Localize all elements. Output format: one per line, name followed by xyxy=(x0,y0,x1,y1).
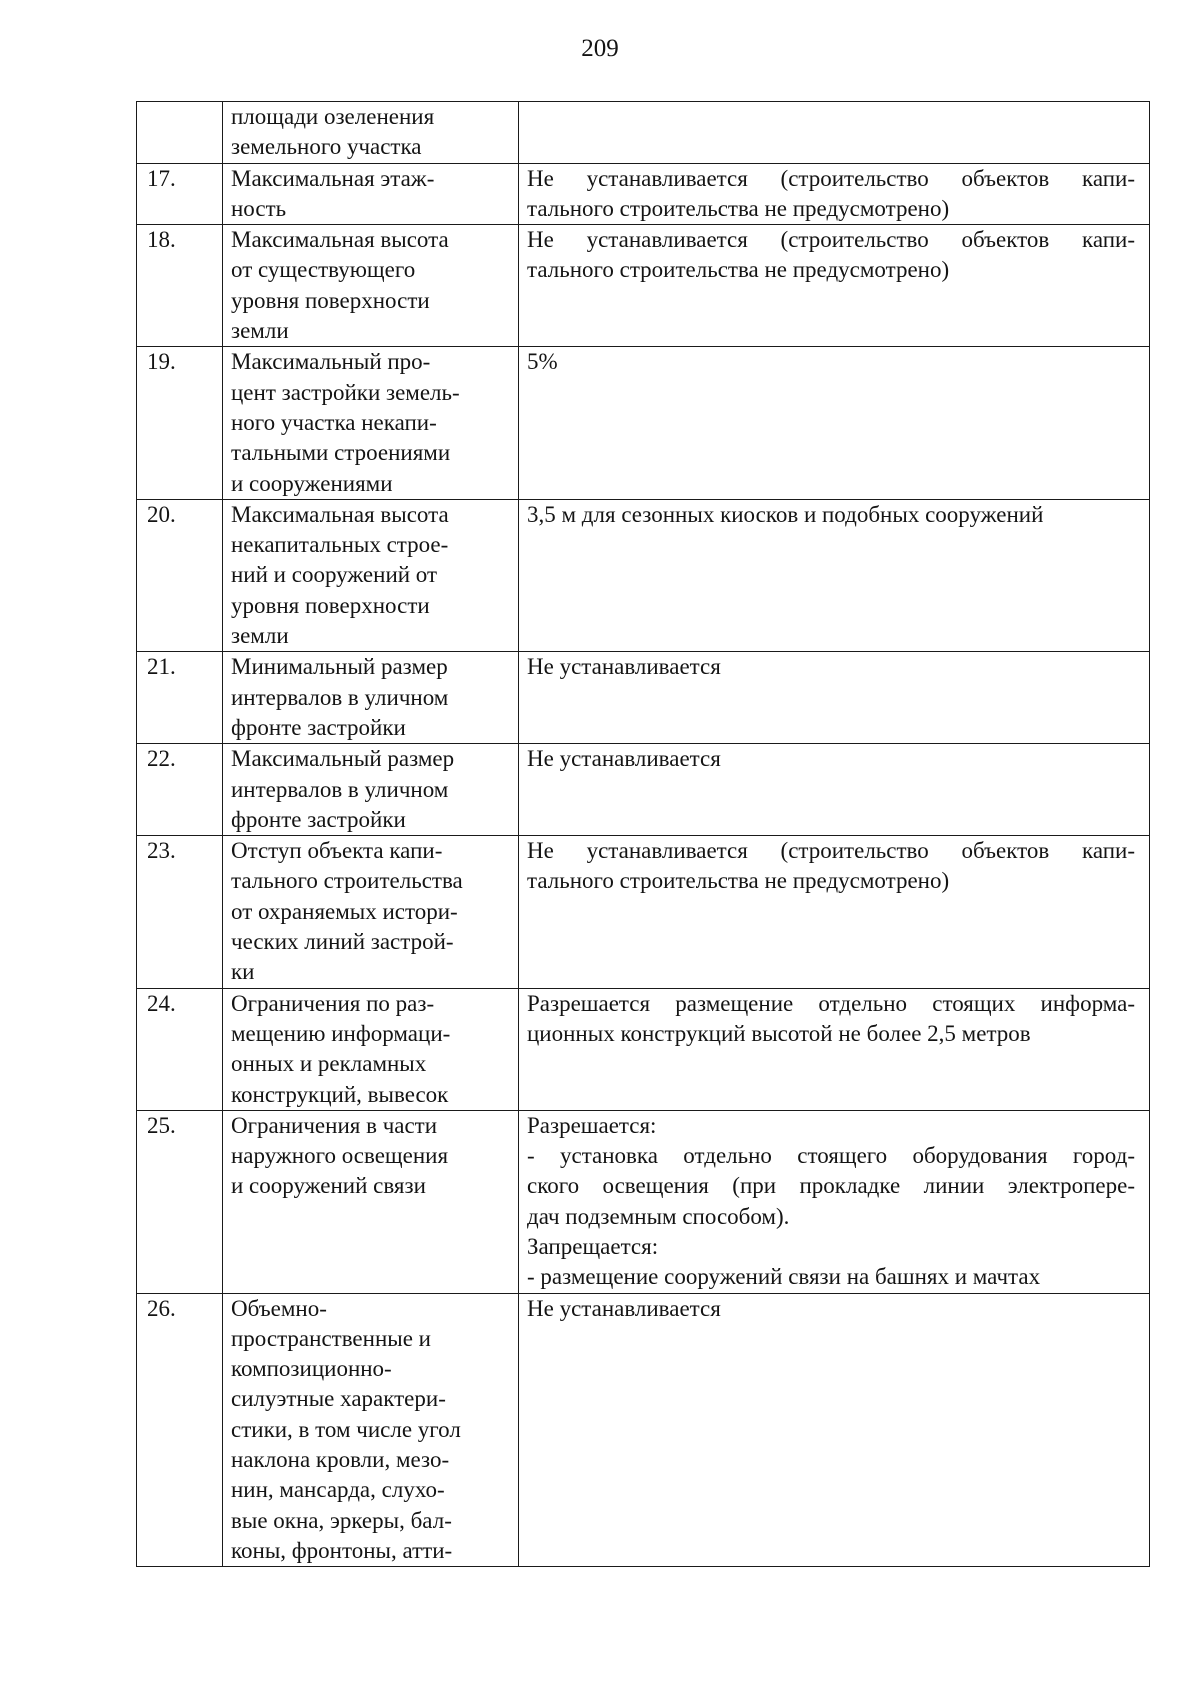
parameter-value-line: Не устанавливается xyxy=(527,746,721,772)
parameter-name-line: нин, мансарда, слухо- xyxy=(231,1477,445,1503)
row-number: 26. xyxy=(137,1293,223,1567)
parameter-name xyxy=(223,347,519,499)
table-row xyxy=(137,1110,1150,1293)
parameter-name-line: конструкций, вывесок xyxy=(231,1081,449,1107)
parameter-value xyxy=(519,744,1150,836)
table-row xyxy=(137,1293,1150,1567)
parameter-name-line: Максимальный про- xyxy=(231,349,431,375)
parameter-name-line: ки xyxy=(231,959,255,985)
parameter-name-line: наружного освещения xyxy=(231,1143,449,1169)
parameter-name-line: и сооружений связи xyxy=(231,1173,426,1199)
parameter-name-line: земельного участка xyxy=(231,134,422,160)
parameter-value xyxy=(519,347,1150,499)
parameter-name-line: Максимальная этаж- xyxy=(231,165,435,191)
parameter-value-line: Не устанавливается xyxy=(527,654,721,680)
parameter-value-line: - размещение сооружений связи на башнях и мачтах xyxy=(527,1264,1041,1290)
parameter-name xyxy=(223,1110,519,1293)
parameter-name xyxy=(223,499,519,651)
table-row xyxy=(137,744,1150,836)
parameter-value xyxy=(519,225,1150,347)
row-number: 25. xyxy=(137,1110,223,1293)
parameter-name xyxy=(223,163,519,225)
parameter-name-line: и сооружениями xyxy=(231,470,393,496)
parameter-name-line: площади озеленения xyxy=(231,104,435,129)
parameter-value-line: Не устанавливается xyxy=(527,1295,721,1321)
parameter-name-line: цент застройки земель- xyxy=(231,379,460,405)
parameter-value xyxy=(519,988,1150,1110)
parameter-value xyxy=(519,499,1150,651)
parameter-name-line: уровня поверхности xyxy=(231,287,430,313)
parameter-name-line: интервалов в уличном xyxy=(231,776,449,802)
table-row xyxy=(137,988,1150,1110)
row-number: 21. xyxy=(137,652,223,744)
parameter-value-line: Не устанавливается (строительство объектов капи- xyxy=(527,838,1135,864)
parameter-name-line: интервалов в уличном xyxy=(231,684,449,710)
parameter-value xyxy=(519,163,1150,225)
table-row xyxy=(137,347,1150,499)
parameter-value-line: Не устанавливается (строительство объектов капи- xyxy=(527,165,1135,191)
table-row xyxy=(137,102,1150,164)
regulations-table xyxy=(136,101,1150,1567)
page-number: 209 xyxy=(581,35,619,62)
parameter-name-line: пространственные и xyxy=(231,1325,431,1351)
parameter-value-line: Разрешается: xyxy=(527,1112,657,1138)
row-number: 20. xyxy=(137,499,223,651)
table-row xyxy=(137,163,1150,225)
parameter-name xyxy=(223,836,519,988)
parameter-value-line: тального строительства не предусмотрено) xyxy=(527,195,950,221)
table-row xyxy=(137,499,1150,651)
parameter-name-line: Объемно- xyxy=(231,1295,327,1321)
parameter-name-line: Максимальная высота xyxy=(231,227,449,253)
parameter-value-line: 3,5 м для сезонных киосков и подобных сооружений xyxy=(527,501,1044,527)
parameter-name-line: Ограничения по раз- xyxy=(231,990,435,1016)
parameter-value-line: ционных конструкций высотой не более 2,5 метров xyxy=(527,1020,1031,1046)
row-number: 17. xyxy=(137,163,223,225)
parameter-name-line: ний и сооружений от xyxy=(231,562,438,588)
parameter-name-line: земли xyxy=(231,623,289,649)
parameter-value-line: Не устанавливается (строительство объектов капи- xyxy=(527,227,1135,253)
parameter-value-line: тального строительства не предусмотрено) xyxy=(527,257,950,283)
table-row xyxy=(137,652,1150,744)
parameter-value-line: - установка отдельно стоящего оборудования город- xyxy=(527,1143,1135,1169)
table-row xyxy=(137,225,1150,347)
parameter-name-line: Максимальная высота xyxy=(231,501,449,527)
parameter-name xyxy=(223,744,519,836)
table-row xyxy=(137,836,1150,988)
parameter-value-line: тального строительства не предусмотрено) xyxy=(527,868,950,894)
parameter-name xyxy=(223,1293,519,1567)
parameter-name-line: Минимальный размер xyxy=(231,654,448,680)
parameter-name-line: композиционно- xyxy=(231,1356,392,1382)
parameter-name-line: Ограничения в части xyxy=(231,1112,438,1138)
parameter-value xyxy=(519,1293,1150,1567)
parameter-name-line: уровня поверхности xyxy=(231,592,430,618)
parameter-name-line: от существующего xyxy=(231,257,416,283)
parameter-name-line: ческих линий застрой- xyxy=(231,929,454,955)
parameter-name-line: вые окна, эркеры, бал- xyxy=(231,1507,452,1533)
parameter-name-line: от охраняемых истори- xyxy=(231,898,458,924)
parameter-name xyxy=(223,652,519,744)
parameter-name-line: Отступ объекта капи- xyxy=(231,838,443,864)
parameter-name-line: фронте застройки xyxy=(231,806,406,832)
parameter-name-line: наклона кровли, мезо- xyxy=(231,1447,450,1473)
parameter-name-line: фронте застройки xyxy=(231,714,406,740)
row-number: 19. xyxy=(137,347,223,499)
parameter-name-line: коны, фронтоны, атти- xyxy=(231,1537,453,1563)
parameter-value xyxy=(519,102,1150,164)
parameter-name-line: мещению информаци- xyxy=(231,1020,451,1046)
parameter-name-line: онных и рекламных xyxy=(231,1051,427,1077)
parameter-name xyxy=(223,988,519,1110)
parameter-value-line: дач подземным способом). xyxy=(527,1203,790,1229)
parameter-name xyxy=(223,102,519,164)
parameter-name-line: тальными строениями xyxy=(231,440,451,466)
parameter-name-line: Максимальный размер xyxy=(231,746,455,772)
parameter-name-line: некапитальных строе- xyxy=(231,532,449,558)
parameter-name-line: ность xyxy=(231,195,287,221)
parameter-name-line: ного участка некапи- xyxy=(231,409,437,435)
parameter-value xyxy=(519,652,1150,744)
parameter-name-line: тального строительства xyxy=(231,868,463,894)
parameter-name-line: стики, в том числе угол xyxy=(231,1416,461,1442)
table-body xyxy=(137,102,1150,1567)
parameter-name-line: земли xyxy=(231,318,289,344)
parameter-value xyxy=(519,836,1150,988)
row-number: 22. xyxy=(137,744,223,836)
parameter-value-line: Разрешается размещение отдельно стоящих информа- xyxy=(527,990,1135,1016)
row-number xyxy=(137,102,223,164)
row-number: 23. xyxy=(137,836,223,988)
row-number: 24. xyxy=(137,988,223,1110)
parameter-value xyxy=(519,1110,1150,1293)
parameter-value-line: ского освещения (при прокладке линии электропере- xyxy=(527,1173,1135,1199)
parameter-name-line: силуэтные характери- xyxy=(231,1386,446,1412)
row-number: 18. xyxy=(137,225,223,347)
parameter-value-line: Запрещается: xyxy=(527,1233,659,1259)
parameter-name xyxy=(223,225,519,347)
parameter-value-line: 5% xyxy=(527,349,558,375)
